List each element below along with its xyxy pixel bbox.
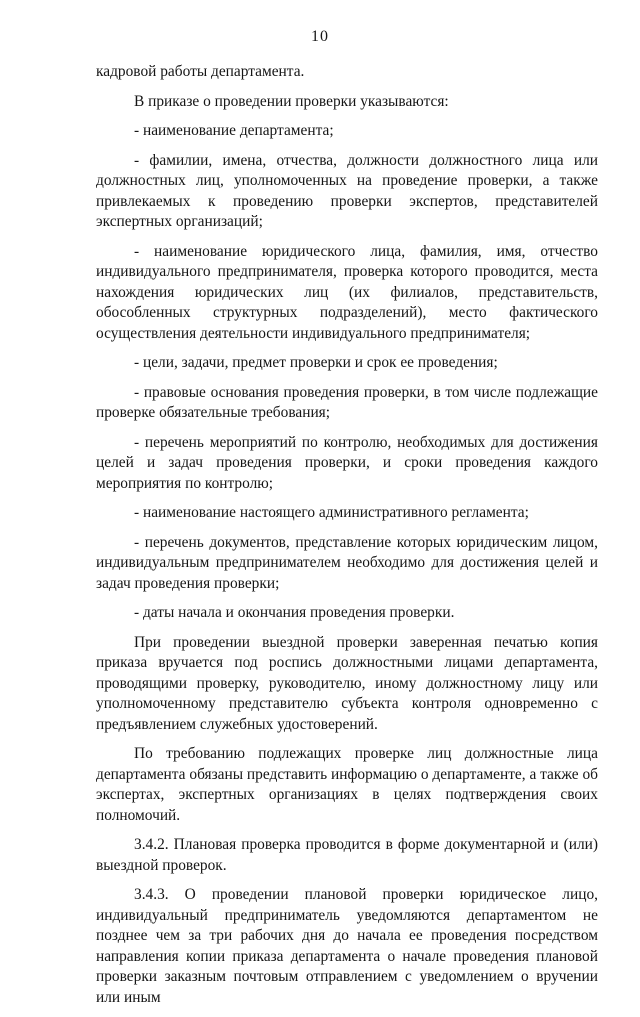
list-item-regulation-name: - наименование настоящего административного регламента; <box>134 504 529 521</box>
list-item-goals: - цели, задачи, предмет проверки и срок ее проведения; <box>134 354 498 371</box>
paragraph-information-request: По требованию подлежащих проверке лиц должностные лица департамента обязаны представить информацию о департаменте, а также об экспертах, экспертных организациях в целях подтверждения своих полномочий. <box>96 745 598 824</box>
document-body <box>96 62 598 1017</box>
page-number: 10 <box>311 28 329 45</box>
list-item-officials: - фамилии, имена, отчества, должности должностного лица или должностных лиц, уполномоченных на проведение проверки, а также привлекаемых к проведению проверки экспертов, представителей экспертных организаций; <box>96 151 598 230</box>
list-item-documents: - перечень документов, представление которых юридическим лицом, индивидуальным предпринимателем необходимо для достижения целей и задач проведения проверки; <box>96 533 598 592</box>
list-item-inspected-entity: - наименование юридического лица, фамилия, имя, отчество индивидуального предпринимателя, проверка которого проводится, места нахождения юридических лиц (их филиалов, представительств, обособленных структурных подразделений), место фактического осуществления деятельности индивидуального предпринимателя; <box>96 242 598 342</box>
paragraph-order-contents-intro: В приказе о проведении проверки указываются: <box>134 92 449 110</box>
list-item-control-measures: - перечень мероприятий по контролю, необходимых для достижения целей и задач проведения проверки, и сроки проведения каждого мероприятия по контролю; <box>96 433 598 492</box>
paragraph-continuation: кадровой работы департамента. <box>96 63 305 80</box>
list-item-dates: - даты начала и окончания проведения проверки. <box>134 604 455 621</box>
paragraph-on-site-inspection: При проведении выездной проверки заверенная печатью копия приказа вручается под роспись должностными лицами департамента, проводящими проверку, руководителю, иному должностному лицу или уполномоченному представителю субъекта контроля одновременно с предъявлением служебных удостоверений. <box>96 633 598 733</box>
paragraph-3-4-2: 3.4.2. Плановая проверка проводится в форме документарной и (или) выездной проверок. <box>96 836 598 874</box>
list-item-legal-grounds: - правовые основания проведения проверки, в том числе подлежащие проверке обязательные требования; <box>96 383 598 421</box>
list-item-department-name: - наименование департамента; <box>134 122 334 139</box>
paragraph-3-4-3: 3.4.3. О проведении плановой проверки юридическое лицо, индивидуальный предприниматель уведомляются департаментом не позднее чем за три рабочих дня до начала ее проведения посредством направления копии приказа департамента о начале проведения плановой проверки заказным почтовым отправлением с уведомлением о вручении или иным <box>96 886 598 1006</box>
